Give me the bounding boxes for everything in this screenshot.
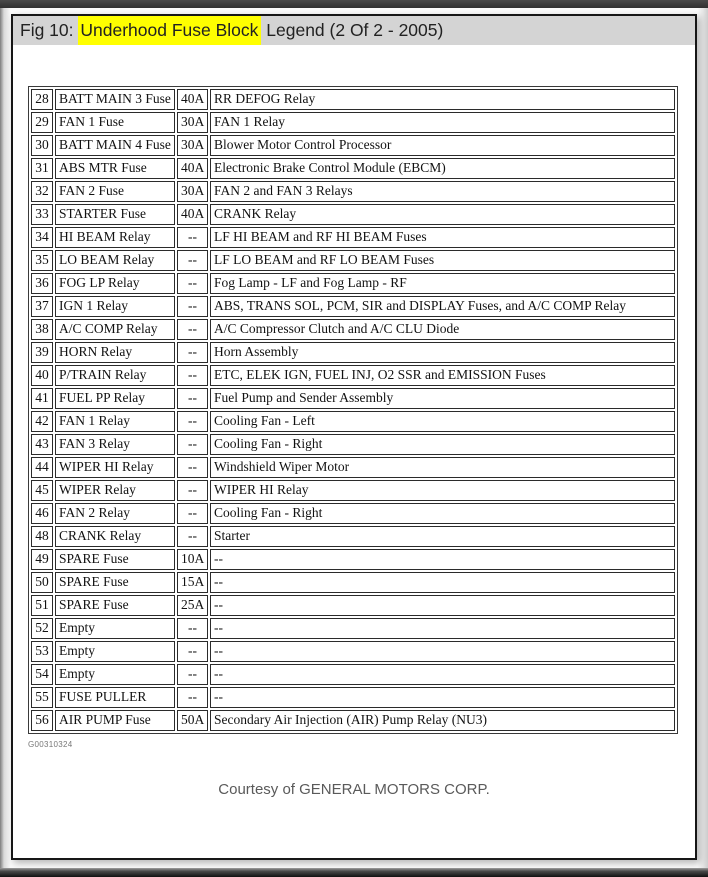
fuse-num-cell: 51: [31, 595, 53, 616]
fuse-name-cell: SPARE Fuse: [55, 549, 175, 570]
fuse-num-cell: 33: [31, 204, 53, 225]
fuse-amp-cell: 50A: [177, 710, 208, 731]
right-edge-shade: [697, 8, 708, 868]
fuse-row: [31, 549, 675, 570]
fuse-name-cell: CRANK Relay: [55, 526, 175, 547]
fuse-row: [31, 273, 675, 294]
fuse-table-body: [31, 89, 675, 731]
document-page: [11, 14, 697, 860]
fuse-name-cell: BATT MAIN 3 Fuse: [55, 89, 175, 110]
fuse-row: [31, 411, 675, 432]
fuse-amp-cell: --: [177, 411, 208, 432]
fuse-num-cell: 37: [31, 296, 53, 317]
fuse-amp-cell: --: [177, 388, 208, 409]
fuse-name-cell: A/C COMP Relay: [55, 319, 175, 340]
fuse-row: [31, 595, 675, 616]
fuse-row: [31, 641, 675, 662]
fuse-amp-cell: 25A: [177, 595, 208, 616]
figure-title-bar: [13, 16, 695, 45]
fuse-num-cell: 45: [31, 480, 53, 501]
fuse-amp-cell: 15A: [177, 572, 208, 593]
fuse-amp-cell: 40A: [177, 204, 208, 225]
fuse-name-cell: LO BEAM Relay: [55, 250, 175, 271]
fuse-name-cell: Empty: [55, 664, 175, 685]
fuse-row: [31, 526, 675, 547]
fuse-name-cell: FAN 1 Fuse: [55, 112, 175, 133]
fuse-row: [31, 227, 675, 248]
fuse-name-cell: ABS MTR Fuse: [55, 158, 175, 179]
fuse-name-cell: STARTER Fuse: [55, 204, 175, 225]
fuse-name-cell: FOG LP Relay: [55, 273, 175, 294]
fuse-num-cell: 49: [31, 549, 53, 570]
fuse-amp-cell: --: [177, 273, 208, 294]
fuse-name-cell: BATT MAIN 4 Fuse: [55, 135, 175, 156]
fuse-name-cell: FAN 2 Fuse: [55, 181, 175, 202]
fuse-row: [31, 181, 675, 202]
fuse-row: [31, 687, 675, 708]
fuse-num-cell: 32: [31, 181, 53, 202]
fuse-desc-cell: Blower Motor Control Processor: [210, 135, 675, 156]
fuse-name-cell: FAN 2 Relay: [55, 503, 175, 524]
fuse-name-cell: HORN Relay: [55, 342, 175, 363]
fuse-desc-cell: --: [210, 618, 675, 639]
fuse-desc-cell: Electronic Brake Control Module (EBCM): [210, 158, 675, 179]
figure-title-prefix: Fig 10:: [20, 20, 79, 40]
top-chrome-bar: [0, 0, 708, 8]
fuse-desc-cell: Cooling Fan - Right: [210, 503, 675, 524]
fuse-row: [31, 457, 675, 478]
fuse-desc-cell: Cooling Fan - Left: [210, 411, 675, 432]
fuse-num-cell: 55: [31, 687, 53, 708]
fuse-row: [31, 365, 675, 386]
fuse-desc-cell: Horn Assembly: [210, 342, 675, 363]
fuse-num-cell: 56: [31, 710, 53, 731]
fuse-name-cell: IGN 1 Relay: [55, 296, 175, 317]
fuse-name-cell: SPARE Fuse: [55, 595, 175, 616]
fuse-row: [31, 434, 675, 455]
fuse-desc-cell: ABS, TRANS SOL, PCM, SIR and DISPLAY Fuses, and A/C COMP Relay: [210, 296, 675, 317]
fuse-desc-cell: A/C Compressor Clutch and A/C CLU Diode: [210, 319, 675, 340]
fuse-amp-cell: --: [177, 526, 208, 547]
fuse-row: [31, 664, 675, 685]
fuse-num-cell: 41: [31, 388, 53, 409]
fuse-amp-cell: --: [177, 342, 208, 363]
fuse-desc-cell: --: [210, 641, 675, 662]
fuse-amp-cell: 30A: [177, 181, 208, 202]
fuse-num-cell: 30: [31, 135, 53, 156]
fuse-amp-cell: --: [177, 664, 208, 685]
fuse-desc-cell: FAN 2 and FAN 3 Relays: [210, 181, 675, 202]
fuse-name-cell: FUEL PP Relay: [55, 388, 175, 409]
fuse-name-cell: SPARE Fuse: [55, 572, 175, 593]
fuse-desc-cell: WIPER HI Relay: [210, 480, 675, 501]
fuse-desc-cell: Cooling Fan - Right: [210, 434, 675, 455]
fuse-name-cell: HI BEAM Relay: [55, 227, 175, 248]
fuse-amp-cell: --: [177, 319, 208, 340]
fuse-name-cell: FUSE PULLER: [55, 687, 175, 708]
fuse-name-cell: FAN 1 Relay: [55, 411, 175, 432]
bottom-chrome-bar: [0, 868, 708, 877]
fuse-desc-cell: Secondary Air Injection (AIR) Pump Relay (NU3): [210, 710, 675, 731]
fuse-num-cell: 34: [31, 227, 53, 248]
fuse-num-cell: 40: [31, 365, 53, 386]
fuse-num-cell: 52: [31, 618, 53, 639]
fuse-desc-cell: FAN 1 Relay: [210, 112, 675, 133]
figure-title-suffix: Legend (2 Of 2 - 2005): [261, 20, 444, 40]
fuse-num-cell: 54: [31, 664, 53, 685]
fuse-desc-cell: Windshield Wiper Motor: [210, 457, 675, 478]
fuse-num-cell: 48: [31, 526, 53, 547]
fuse-row: [31, 618, 675, 639]
fuse-name-cell: WIPER HI Relay: [55, 457, 175, 478]
fuse-desc-cell: --: [210, 687, 675, 708]
fuse-amp-cell: --: [177, 687, 208, 708]
fuse-desc-cell: --: [210, 572, 675, 593]
fuse-num-cell: 38: [31, 319, 53, 340]
fuse-num-cell: 28: [31, 89, 53, 110]
fuse-desc-cell: RR DEFOG Relay: [210, 89, 675, 110]
fuse-desc-cell: Fog Lamp - LF and Fog Lamp - RF: [210, 273, 675, 294]
fuse-row: [31, 135, 675, 156]
fuse-row: [31, 319, 675, 340]
fuse-amp-cell: --: [177, 641, 208, 662]
fuse-name-cell: WIPER Relay: [55, 480, 175, 501]
fuse-desc-cell: LF LO BEAM and RF LO BEAM Fuses: [210, 250, 675, 271]
fuse-amp-cell: --: [177, 250, 208, 271]
fuse-num-cell: 44: [31, 457, 53, 478]
fuse-name-cell: Empty: [55, 618, 175, 639]
fuse-amp-cell: --: [177, 457, 208, 478]
fuse-amp-cell: 40A: [177, 89, 208, 110]
fuse-row: [31, 296, 675, 317]
fuse-amp-cell: 30A: [177, 112, 208, 133]
fuse-num-cell: 42: [31, 411, 53, 432]
fuse-legend-table: [28, 86, 678, 734]
fuse-amp-cell: 30A: [177, 135, 208, 156]
fuse-row: [31, 158, 675, 179]
fuse-amp-cell: 40A: [177, 158, 208, 179]
fuse-desc-cell: LF HI BEAM and RF HI BEAM Fuses: [210, 227, 675, 248]
fuse-num-cell: 35: [31, 250, 53, 271]
fuse-row: [31, 89, 675, 110]
fuse-num-cell: 36: [31, 273, 53, 294]
fuse-num-cell: 43: [31, 434, 53, 455]
figure-title-highlight: Underhood Fuse Block: [78, 16, 261, 45]
fuse-row: [31, 250, 675, 271]
fuse-num-cell: 46: [31, 503, 53, 524]
fuse-amp-cell: --: [177, 618, 208, 639]
fuse-num-cell: 50: [31, 572, 53, 593]
fuse-name-cell: FAN 3 Relay: [55, 434, 175, 455]
fuse-name-cell: Empty: [55, 641, 175, 662]
left-edge-shade: [0, 8, 11, 868]
fuse-num-cell: 53: [31, 641, 53, 662]
fuse-desc-cell: Fuel Pump and Sender Assembly: [210, 388, 675, 409]
fuse-desc-cell: ETC, ELEK IGN, FUEL INJ, O2 SSR and EMISSION Fuses: [210, 365, 675, 386]
fuse-row: [31, 388, 675, 409]
fuse-amp-cell: 10A: [177, 549, 208, 570]
fuse-row: [31, 342, 675, 363]
fuse-num-cell: 39: [31, 342, 53, 363]
fuse-name-cell: AIR PUMP Fuse: [55, 710, 175, 731]
fuse-row: [31, 710, 675, 731]
fuse-row: [31, 503, 675, 524]
fuse-amp-cell: --: [177, 434, 208, 455]
fuse-amp-cell: --: [177, 296, 208, 317]
fuse-row: [31, 572, 675, 593]
fuse-desc-cell: CRANK Relay: [210, 204, 675, 225]
fuse-desc-cell: --: [210, 595, 675, 616]
fuse-amp-cell: --: [177, 227, 208, 248]
fuse-row: [31, 204, 675, 225]
graphic-id-label: G00310324: [28, 740, 73, 749]
fuse-row: [31, 480, 675, 501]
fuse-desc-cell: --: [210, 549, 675, 570]
fuse-desc-cell: Starter: [210, 526, 675, 547]
fuse-row: [31, 112, 675, 133]
fuse-amp-cell: --: [177, 503, 208, 524]
fuse-num-cell: 29: [31, 112, 53, 133]
fuse-amp-cell: --: [177, 365, 208, 386]
courtesy-line: Courtesy of GENERAL MOTORS CORP.: [218, 781, 490, 798]
fuse-desc-cell: --: [210, 664, 675, 685]
fuse-num-cell: 31: [31, 158, 53, 179]
fuse-name-cell: P/TRAIN Relay: [55, 365, 175, 386]
fuse-amp-cell: --: [177, 480, 208, 501]
